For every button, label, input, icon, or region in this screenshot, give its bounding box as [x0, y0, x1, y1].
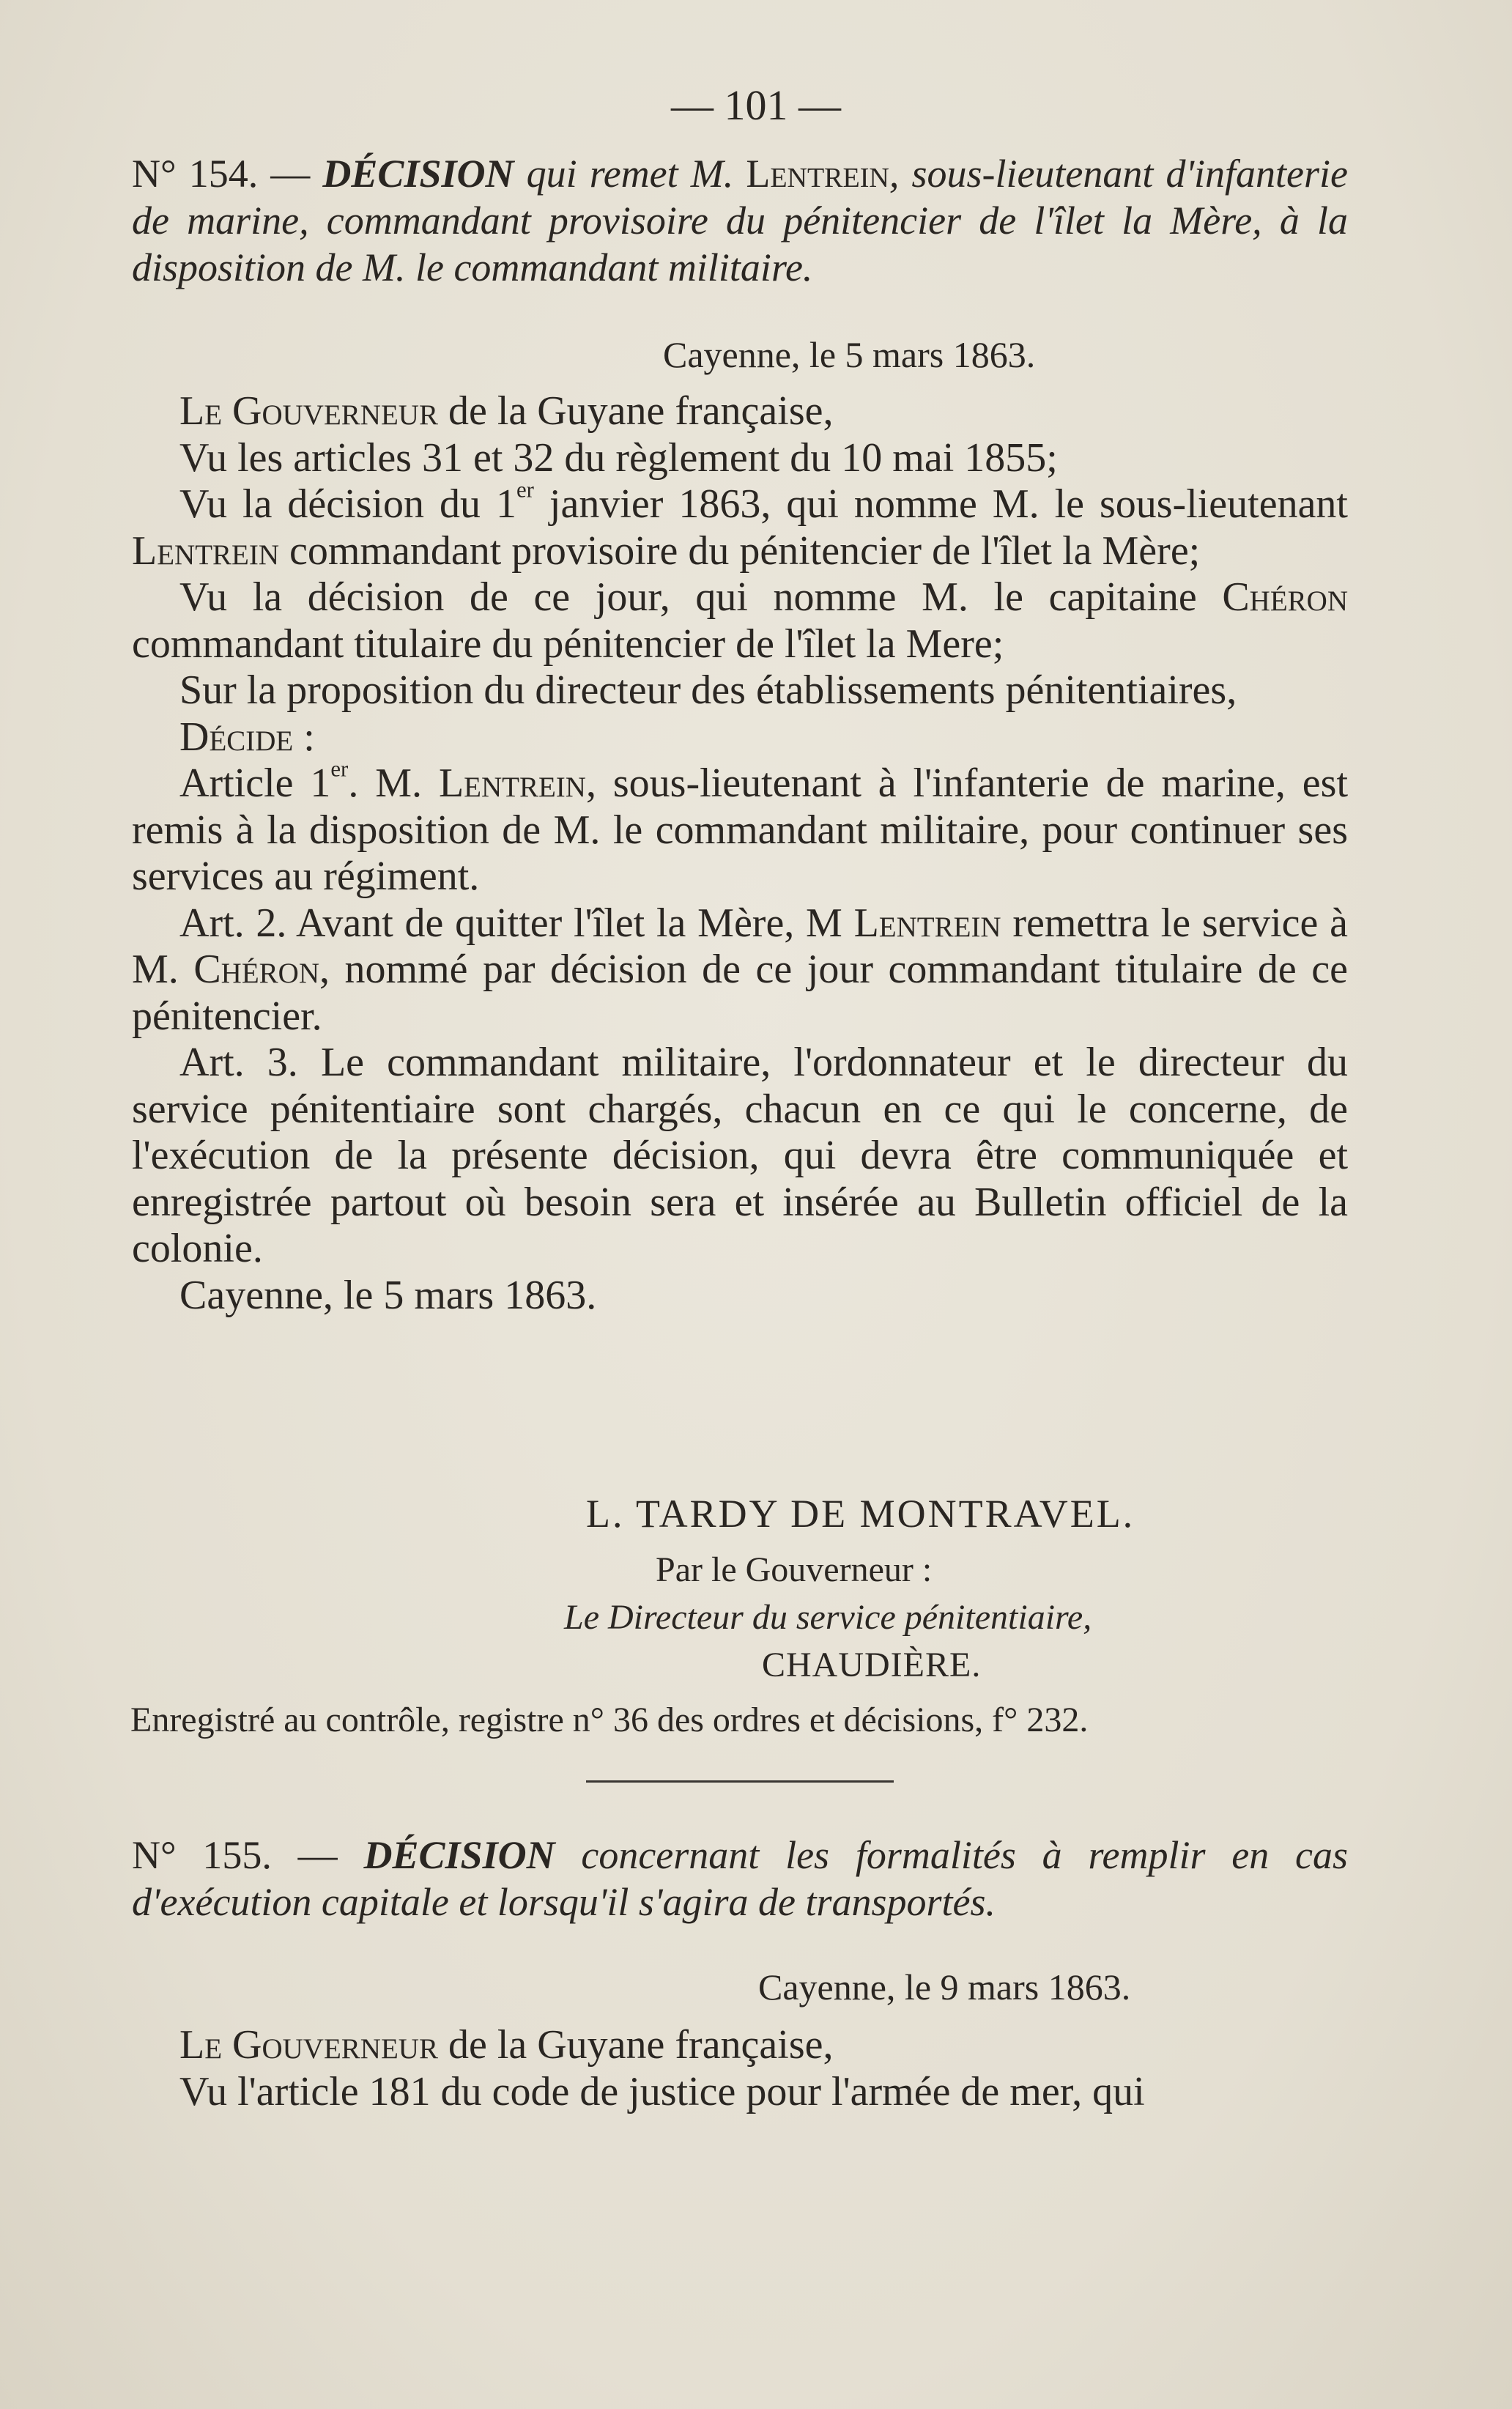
vu-2-a: Vu la décision du 1: [179, 481, 516, 527]
art-2-name2: Chéron: [193, 947, 319, 992]
art-1-a: Article 1: [179, 761, 331, 806]
vu-2-name: Lentrein: [132, 528, 280, 574]
article-1: [132, 756, 1348, 900]
decision-154-body: [132, 388, 1348, 1319]
article-2: [132, 900, 1348, 1040]
art-1-b: . M.: [348, 761, 439, 806]
vu-1: Vu les articles 31 et 32 du règlement du 10 mai 1855;: [179, 434, 1058, 481]
vu-3-a: Vu la décision de ce jour, qui nomme M. le capitaine: [179, 574, 1223, 620]
decision-154-place-date: Cayenne, le 5 mars 1863.: [663, 334, 1036, 375]
art-1-sup: er: [330, 756, 349, 782]
governor-line: [132, 388, 1348, 435]
enregistre-line: Enregistré au contrôle, registre n° 36 des ordres et décisions, f° 232.: [130, 1701, 1089, 1739]
directeur-line: Le Directeur du service pénitentiaire,: [564, 1598, 1092, 1637]
decision-155-body: [132, 2022, 1348, 2115]
decision-154-number: N° 154. —: [132, 152, 311, 196]
vu-155-1: Vu l'article 181 du code de justice pour l'armée de mer, qui: [179, 2068, 1145, 2114]
art-2-a: Art. 2. Avant de quitter l'îlet la Mère, M: [179, 900, 854, 946]
vu-2-sup: er: [516, 477, 534, 503]
par-le-gouverneur: Par le Gouverneur :: [656, 1550, 933, 1589]
art-1-c: , sous-lieutenant à l'infanterie de marine, est remis à la disposition de M. le commandant militaire, pour continuer ses services au régiment.: [132, 761, 1348, 899]
art-2-name: Lentrein: [853, 900, 1001, 946]
art-1-name: Lentrein: [438, 761, 586, 806]
governor-label: Le Gouverneur: [179, 388, 438, 434]
governor-rest: de la Guyane française,: [437, 388, 834, 434]
decision-154-label: DÉCISION: [322, 152, 514, 196]
vu-3-name: Chéron: [1222, 574, 1348, 620]
vu-3: [132, 574, 1348, 667]
vu-2: [132, 477, 1348, 574]
governor-line-155: [132, 2022, 1348, 2069]
vu-2-b: janvier 1863, qui nomme M. le sous-lieutenant: [533, 481, 1348, 527]
decision-154-heading: [132, 150, 1348, 291]
page-number: — 101 —: [671, 81, 841, 129]
vu-3-b: commandant titulaire du pénitencier de l'îlet la Mere;: [132, 621, 1004, 667]
decision-155-label: DÉCISION: [363, 1833, 555, 1877]
art-2-b: remettra le service à M.: [132, 900, 1348, 992]
section-divider: [586, 1780, 894, 1783]
vu-2-c: commandant provisoire du pénitencier de l'îlet la Mère;: [279, 528, 1201, 574]
decision-155-number: N° 155. —: [132, 1833, 338, 1877]
closing-date: Cayenne, le 5 mars 1863.: [179, 1272, 597, 1318]
decision-155-title-rest: concernant les formalités à remplir en cas d'exécution capitale et lorsqu'il s'agira de transportés.: [132, 1833, 1349, 1924]
signature-name: L. TARDY DE MONTRAVEL.: [586, 1492, 1135, 1536]
governor-rest-155: de la Guyane française,: [437, 2022, 834, 2068]
article-3: Art. 3. Le commandant militaire, l'ordonnateur et le directeur du service pénitentiaire sont chargés, chacun en ce qui le concerne, de l'exécution de la présente décision, qui devra être communiquée et enregistrée partout où besoin sera et insérée au Bulletin officiel de la colonie.: [132, 1040, 1348, 1271]
sur-proposition: Sur la proposition du directeur des établissements pénitentiaires,: [179, 667, 1237, 713]
chaudiere-signature: CHAUDIÈRE.: [762, 1646, 982, 1684]
decision-154-title-a: qui remet M.: [514, 152, 746, 196]
decide: Décide :: [179, 714, 315, 760]
art-2-c: , nommé par décision de ce jour commandant titulaire de ce pénitencier.: [132, 947, 1348, 1039]
governor-label-155: Le Gouverneur: [179, 2022, 438, 2068]
decision-154-title-b: , sous-lieutenant d'infanterie de marine, commandant provisoire du pénitencier de l'îlet la Mère, à la disposition de M. le commandant militaire.: [132, 152, 1349, 289]
decision-155-heading: [132, 1832, 1348, 1925]
decision-154-title-name: Lentrein: [746, 152, 889, 196]
decision-155-place-date: Cayenne, le 9 mars 1863.: [758, 1966, 1131, 2008]
